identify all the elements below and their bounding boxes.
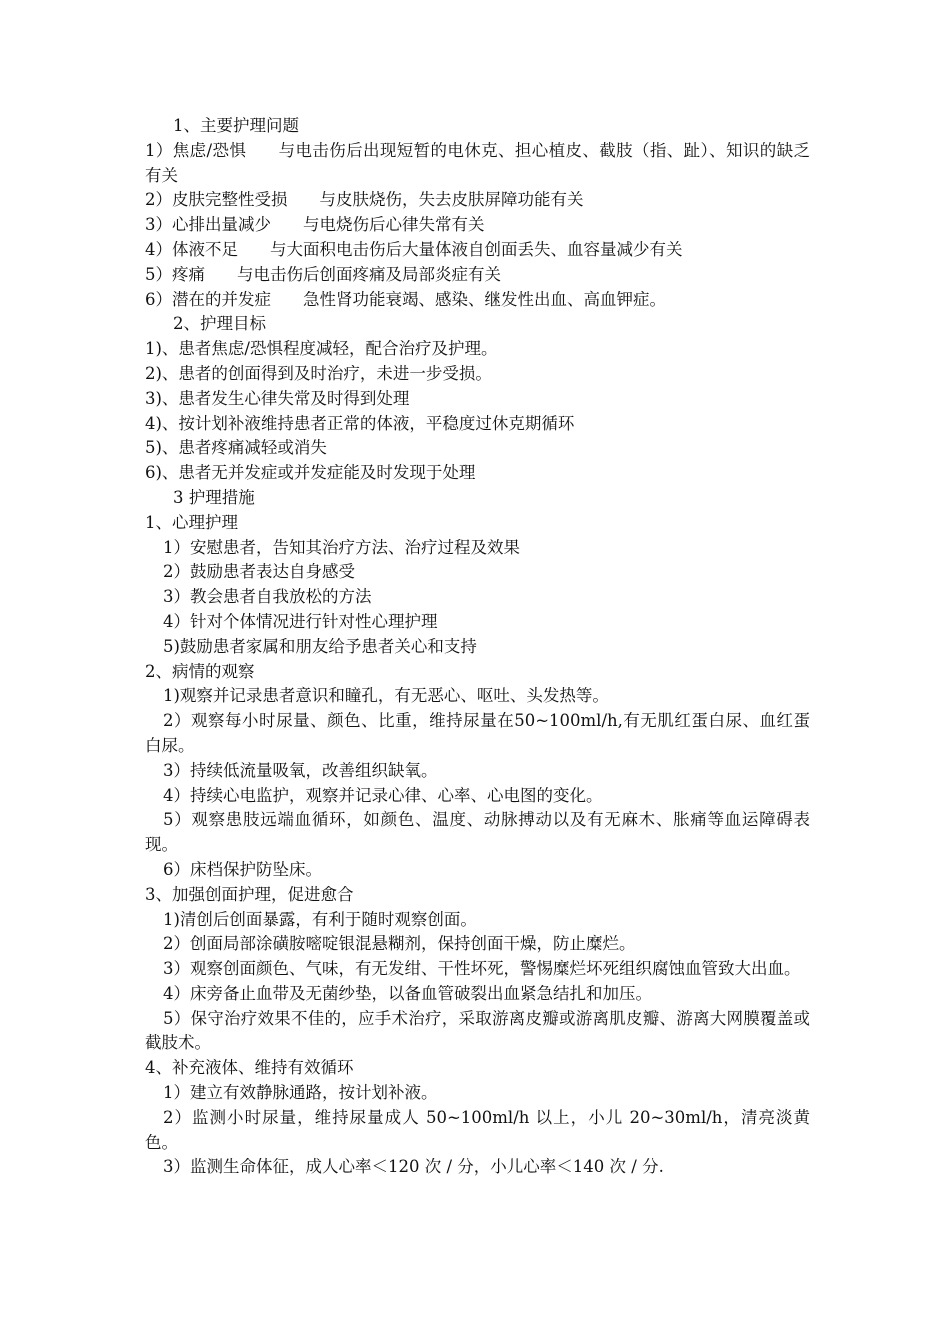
list-item: 4）床旁备止血带及无菌纱垫，以备血管破裂出血紧急结扎和加压。 (163, 983, 652, 1003)
list-item: 5）观察患肢远端血循环，如颜色、温度、动脉搏动以及有无麻木、胀痛等血运障碍表现。 (145, 810, 810, 855)
problem-item-2: 2）皮肤完整性受损 与皮肤烧伤，失去皮肤屏障功能有关 (145, 190, 584, 210)
problem-item-1: 1）焦虑/恐惧 与电击伤后出现短暂的电休克、担心植皮、截肢（指、趾）、知识的缺乏有关 (145, 140, 811, 185)
list-item: 3）教会患者自我放松的方法 (163, 587, 372, 607)
list-item: 3）观察创面颜色、气味，有无发绀、干性坏死，警惕糜烂坏死组织腐蚀血管致大出血。 (163, 959, 801, 979)
list-item: 2）监测小时尿量，维持尿量成人 50~100ml/h 以上，小儿 20~30ml/h，清亮淡黄色。 (145, 1107, 810, 1152)
goal-item: 2)、患者的创面得到及时治疗，未进一步受损。 (145, 363, 492, 383)
list-item: 2）创面局部涂磺胺嘧啶银混悬糊剂，保持创面干燥，防止糜烂。 (163, 934, 636, 954)
list-item: 5）保守治疗效果不佳的，应手术治疗，采取游离皮瓣或游离肌皮瓣、游离大网膜覆盖或截肢术。 (145, 1008, 810, 1053)
measure-title-wound: 3、加强创面护理，促进愈合 (145, 884, 354, 904)
list-item: 4）针对个体情况进行针对性心理护理 (163, 611, 438, 631)
section-heading-problems: 1、主要护理问题 (173, 116, 299, 135)
goal-item: 1)、患者焦虑/恐惧程度减轻，配合治疗及护理。 (145, 339, 498, 359)
goal-item: 5)、患者疼痛减轻或消失 (145, 438, 327, 458)
list-item: 2）鼓励患者表达自身感受 (163, 562, 355, 582)
list-item: 3）持续低流量吸氧，改善组织缺氧。 (163, 760, 438, 780)
list-item: 1)清创后创面暴露，有利于随时观察创面。 (163, 909, 477, 929)
measure-title-fluids: 4、补充液体、维持有效循环 (145, 1058, 354, 1078)
section-heading-measures: 3 护理措施 (173, 487, 255, 507)
list-item: 5)鼓励患者家属和朋友给予患者关心和支持 (163, 636, 477, 656)
problem-item-5: 5）疼痛 与电击伤后创面疼痛及局部炎症有关 (145, 264, 501, 284)
section-heading-goals: 2、护理目标 (173, 314, 266, 334)
list-item: 4）持续心电监护，观察并记录心律、心率、心电图的变化。 (163, 785, 603, 805)
problem-item-4: 4）体液不足 与大面积电击伤后大量体液自创面丢失、血容量减少有关 (145, 239, 683, 259)
goal-item: 4)、按计划补液维持患者正常的体液，平稳度过休克期循环 (145, 413, 575, 433)
goal-item: 6)、患者无并发症或并发症能及时发现于处理 (145, 463, 476, 483)
list-item: 6）床档保护防坠床。 (163, 859, 322, 879)
document-page (145, 114, 810, 1180)
problem-item-3: 3）心排出量减少 与电烧伤后心律失常有关 (145, 215, 485, 235)
measure-title-observation: 2、病情的观察 (145, 661, 255, 681)
goal-item: 3)、患者发生心律失常及时得到处理 (145, 388, 410, 408)
list-item: 1)观察并记录患者意识和瞳孔，有无恶心、呕吐、头发热等。 (163, 686, 609, 706)
list-item: 3）监测生命体征，成人心率＜120 次 / 分，小儿心率＜140 次 / 分. (163, 1157, 664, 1177)
measure-title-psych: 1、心理护理 (145, 512, 238, 532)
problem-item-6: 6）潜在的并发症 急性肾功能衰竭、感染、继发性出血、高血钾症。 (145, 289, 666, 309)
list-item: 1）建立有效静脉通路，按计划补液。 (163, 1083, 438, 1103)
list-item: 1）安慰患者，告知其治疗方法、治疗过程及效果 (163, 537, 520, 557)
list-item: 2）观察每小时尿量、颜色、比重，维持尿量在50~100ml/h,有无肌红蛋白尿、血红蛋白尿。 (145, 711, 810, 755)
